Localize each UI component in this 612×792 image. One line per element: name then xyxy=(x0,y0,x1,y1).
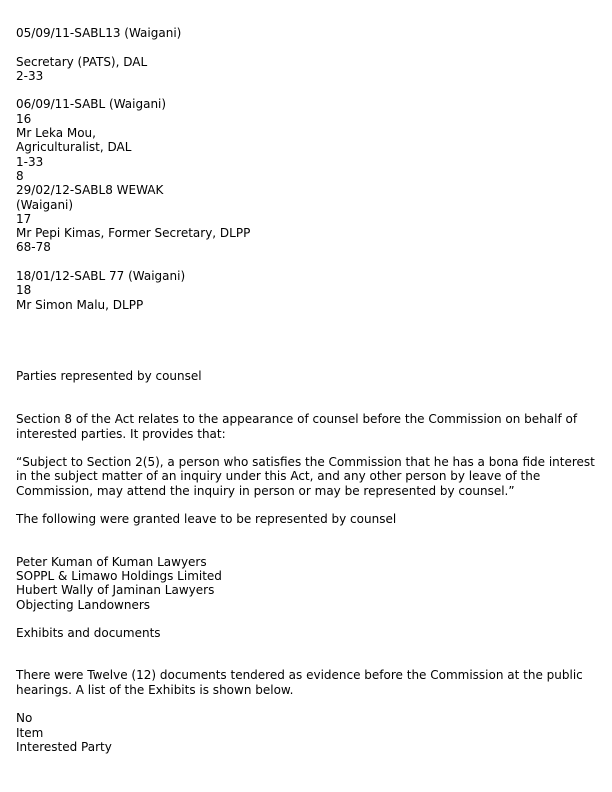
exhibit-number-entry-4: 18 xyxy=(16,283,32,298)
counsel-party-list xyxy=(16,555,596,612)
hearing-entry-3-line2: (Waigani) xyxy=(16,197,74,212)
witness-entry-2-name: Mr Leka Mou, xyxy=(16,126,96,141)
exhibit-number-entry-3: 17 xyxy=(16,211,32,226)
counsel-party-item: Objecting Landowners xyxy=(16,597,151,612)
column-header-item: Item xyxy=(16,725,44,740)
hearing-entry-1: 05/09/11-SABL13 (Waigani) xyxy=(16,26,182,40)
counsel-party-item: Peter Kuman of Kuman Lawyers xyxy=(16,554,207,569)
document-page xyxy=(16,26,596,754)
column-header-interested-party: Interested Party xyxy=(16,739,112,754)
pages-entry-2: 1-33 xyxy=(16,154,44,169)
counsel-granted-statement: The following were granted leave to be represented by counsel xyxy=(16,512,397,527)
section-heading-counsel: Parties represented by counsel xyxy=(16,368,202,383)
column-header-no: No xyxy=(16,711,33,726)
counsel-party-item: Hubert Wally of Jaminan Lawyers xyxy=(16,583,215,598)
hearing-entry-3-line1: 29/02/12-SABL8 WEWAK xyxy=(16,183,164,198)
exhibits-intro-paragraph: There were Twelve (12) documents tendered as evidence before the Commission at the public hearings. A list of the Exhibits is shown below. xyxy=(16,668,583,697)
section-8-quote: “Subject to Section 2(5), a person who satisfies the Commission that he has a bona fide interest in the subject matter of an inquiry under this Act, and any other person by leave of the Commission, may attend the inquiry in person or may be represented by counsel.” xyxy=(16,455,595,498)
counsel-party-item: SOPPL & Limawo Holdings Limited xyxy=(16,568,222,583)
counsel-intro-paragraph: Section 8 of the Act relates to the appearance of counsel before the Commission on behalf of interested parties. It provides that: xyxy=(16,412,578,441)
pages-entry-1: 2-33 xyxy=(16,68,44,83)
pages-entry-3: 68-78 xyxy=(16,240,51,255)
section-heading-exhibits: Exhibits and documents xyxy=(16,626,161,641)
witness-entry-2-title: Agriculturalist, DAL xyxy=(16,140,132,155)
hearing-entry-2: 06/09/11-SABL (Waigani) xyxy=(16,97,167,112)
witness-entry-4: Mr Simon Malu, DLPP xyxy=(16,297,144,312)
witness-entry-1: Secretary (PATS), DAL xyxy=(16,54,148,69)
hearing-entry-4: 18/01/12-SABL 77 (Waigani) xyxy=(16,269,186,284)
exhibits-table-header xyxy=(16,711,596,754)
witness-entry-3: Mr Pepi Kimas, Former Secretary, DLPP xyxy=(16,226,251,241)
exhibit-number-entry-2: 16 xyxy=(16,111,32,126)
number-entry-2: 8 xyxy=(16,168,24,183)
